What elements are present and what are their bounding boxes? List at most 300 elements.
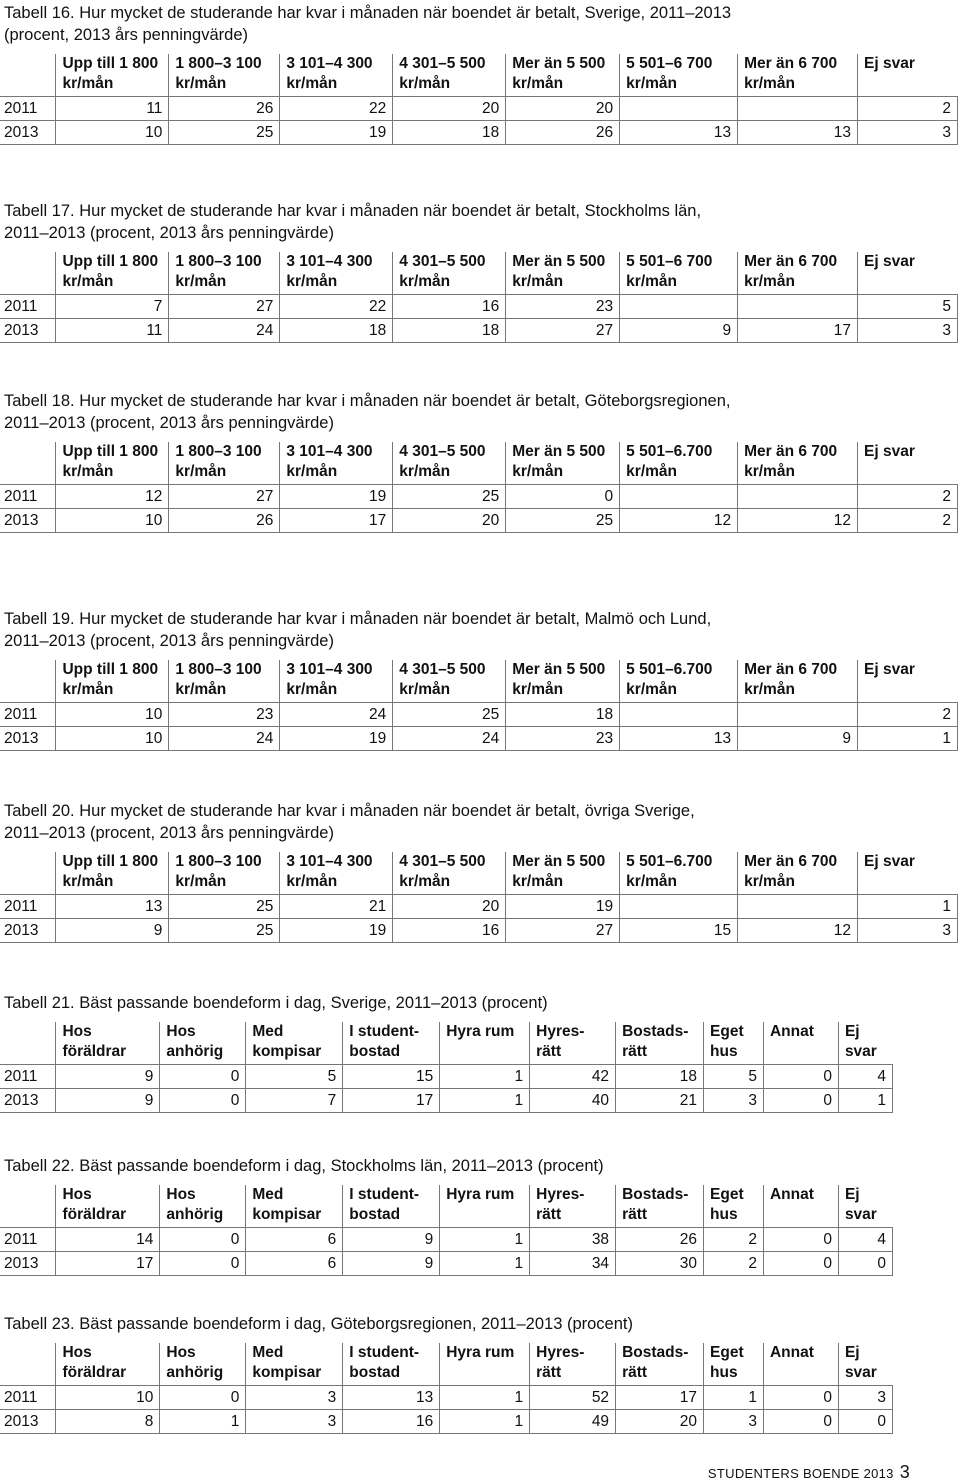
table-cell: [738, 895, 858, 919]
table-cell: 9: [620, 319, 738, 343]
table-title-continued: [0, 630, 958, 652]
table-title-text: Bäst passande boendeform i dag, Sverige, 2011–2013 (procent): [79, 994, 548, 1012]
column-header-line: hus: [710, 1043, 738, 1060]
table-cell: 40: [530, 1089, 616, 1113]
table-cell: 4: [838, 1228, 892, 1252]
table-block: [0, 200, 958, 343]
column-header-line: kr/mån: [512, 75, 564, 92]
table-cell: 7: [56, 295, 169, 319]
table-cell: 9: [343, 1252, 440, 1276]
column-header: [160, 1022, 246, 1065]
table-cell: 26: [169, 509, 280, 533]
table-cell: 0: [160, 1089, 246, 1113]
column-header: [620, 660, 738, 703]
table-cell: 1: [858, 727, 958, 751]
row-year: 2013: [0, 1089, 56, 1113]
column-header-line: kr/mån: [626, 873, 678, 890]
column-header: [393, 252, 506, 295]
column-header-line: Hyra rum: [446, 1023, 515, 1040]
column-header-line: kr/mån: [286, 273, 338, 290]
table-cell: 24: [169, 727, 280, 751]
column-header: [280, 54, 393, 97]
column-header-line: kr/mån: [175, 75, 227, 92]
column-header: [620, 54, 738, 97]
table-cell: 10: [56, 703, 169, 727]
table-cell: 19: [280, 727, 393, 751]
table-cell: 18: [393, 319, 506, 343]
column-header-line: Eget: [710, 1023, 744, 1040]
row-year: 2013: [0, 919, 56, 943]
column-header: [858, 54, 958, 97]
table-cell: 27: [506, 319, 620, 343]
table-cell: 1: [838, 1089, 892, 1113]
column-header: [280, 442, 393, 485]
column-header: [763, 1343, 838, 1386]
row-year: 2011: [0, 485, 56, 509]
column-header-line: anhörig: [166, 1364, 224, 1381]
header-blank: [0, 54, 56, 97]
table-cell: 0: [763, 1065, 838, 1089]
column-header: [56, 1022, 160, 1065]
table-row: [0, 1228, 893, 1252]
column-header-line: Upp till 1 800: [62, 253, 159, 270]
row-year: 2013: [0, 727, 56, 751]
column-header-line: 5 501–6 700: [626, 253, 713, 270]
column-header: [763, 1185, 838, 1228]
table-cell: 20: [616, 1410, 704, 1434]
table-cell: 0: [838, 1252, 892, 1276]
column-header-line: bostad: [349, 1043, 401, 1060]
column-header: [393, 852, 506, 895]
column-header-line: kr/mån: [286, 463, 338, 480]
table-cell: 0: [763, 1228, 838, 1252]
column-header-line: Ej: [844, 1344, 860, 1361]
header-blank: [0, 1022, 56, 1065]
column-header-line: 3 101–4 300: [286, 661, 373, 678]
column-header-line: Bostads-: [622, 1344, 689, 1361]
column-header-line: 5 501–6.700: [626, 661, 713, 678]
column-header: [393, 660, 506, 703]
table-cell: 25: [169, 121, 280, 145]
table-cell: 25: [169, 895, 280, 919]
column-header-line: 1 800–3 100: [175, 253, 262, 270]
column-header-line: Upp till 1 800: [62, 443, 159, 460]
column-header-line: kr/mån: [286, 75, 338, 92]
table-cell: 3: [704, 1089, 764, 1113]
table-cell: 16: [343, 1410, 440, 1434]
table-row: [0, 485, 958, 509]
column-header: [343, 1022, 440, 1065]
column-header-line: rätt: [536, 1206, 562, 1223]
table-cell: 12: [738, 509, 858, 533]
table-cell: 0: [160, 1252, 246, 1276]
table-cell: 10: [56, 509, 169, 533]
column-header-line: Hyra rum: [446, 1344, 515, 1361]
table-cell: 19: [506, 895, 620, 919]
page-footer: [708, 1462, 910, 1483]
column-header: [56, 1343, 160, 1386]
column-header-line: Mer än 6 700: [744, 443, 838, 460]
table-block: [0, 992, 893, 1113]
table-row: [0, 295, 958, 319]
table-cell: 8: [56, 1410, 160, 1434]
column-header-line: kompisar: [252, 1206, 322, 1223]
table-cell: 18: [506, 703, 620, 727]
header-row: [0, 1185, 893, 1228]
column-header: [616, 1022, 704, 1065]
column-header-line: rätt: [536, 1364, 562, 1381]
column-header-line: Hyres-: [536, 1186, 585, 1203]
column-header: [738, 252, 858, 295]
table-cell: [620, 97, 738, 121]
column-header: [838, 1185, 892, 1228]
column-header: [280, 252, 393, 295]
column-header: [858, 852, 958, 895]
column-header-line: kr/mån: [399, 681, 451, 698]
column-header-line: svar: [844, 1364, 877, 1381]
table-label: Tabell 23.: [4, 1315, 75, 1333]
column-header-line: kr/mån: [62, 463, 114, 480]
table-cell: 1: [440, 1065, 530, 1089]
column-header-line: 1 800–3 100: [175, 55, 262, 72]
table-cell: 14: [56, 1228, 160, 1252]
table-cell: 23: [169, 703, 280, 727]
column-header: [704, 1185, 764, 1228]
table-cell: 19: [280, 121, 393, 145]
table-cell: 13: [738, 121, 858, 145]
column-header: [160, 1343, 246, 1386]
header-blank: [0, 852, 56, 895]
column-header-line: Mer än 6 700: [744, 661, 838, 678]
column-header: [530, 1343, 616, 1386]
column-header-line: I student-: [349, 1344, 420, 1361]
header-blank: [0, 1185, 56, 1228]
table-cell: 2: [704, 1252, 764, 1276]
column-header-line: kr/mån: [399, 273, 451, 290]
table-row: [0, 97, 958, 121]
column-header-line: rätt: [622, 1364, 648, 1381]
table-cell: 18: [280, 319, 393, 343]
table-cell: 3: [246, 1410, 343, 1434]
table-row: [0, 1410, 893, 1434]
table-cell: 10: [56, 121, 169, 145]
table-cell: 3: [838, 1386, 892, 1410]
column-header-line: 1 800–3 100: [175, 853, 262, 870]
column-header: [704, 1022, 764, 1065]
table-row: [0, 121, 958, 145]
table-cell: 38: [530, 1228, 616, 1252]
table-cell: [738, 97, 858, 121]
column-header-line: Med: [252, 1186, 284, 1203]
header-row: [0, 252, 958, 295]
table-cell: 17: [738, 319, 858, 343]
column-header-line: Ej svar: [864, 253, 915, 270]
table-row: [0, 1386, 893, 1410]
column-header-line: 4 301–5 500: [399, 55, 486, 72]
table-cell: 0: [160, 1386, 246, 1410]
column-header: [280, 660, 393, 703]
column-header-line: kr/mån: [175, 681, 227, 698]
table-cell: 1: [440, 1386, 530, 1410]
table-cell: 23: [506, 295, 620, 319]
column-header-line: kr/mån: [399, 873, 451, 890]
column-header-line: Hos: [62, 1186, 92, 1203]
column-header-line: Upp till 1 800: [62, 55, 159, 72]
table-cell: 22: [280, 295, 393, 319]
table-cell: 27: [169, 485, 280, 509]
table-block: [0, 1313, 893, 1434]
column-header-line: Mer än 5 500: [512, 55, 606, 72]
column-header-line: Mer än 5 500: [512, 443, 606, 460]
column-header-line: Eget: [710, 1344, 744, 1361]
column-header: [280, 852, 393, 895]
header-blank: [0, 252, 56, 295]
column-header-line: 3 101–4 300: [286, 443, 373, 460]
column-header-line: kompisar: [252, 1364, 322, 1381]
table-cell: 11: [56, 97, 169, 121]
table-label: Tabell 16.: [4, 4, 75, 22]
column-header-line: kr/mån: [626, 75, 678, 92]
column-header: [530, 1185, 616, 1228]
table-cell: 12: [56, 485, 169, 509]
table-cell: 11: [56, 319, 169, 343]
table-block: [0, 800, 958, 943]
column-header: [616, 1343, 704, 1386]
table-cell: 21: [616, 1089, 704, 1113]
column-header-line: Upp till 1 800: [62, 853, 159, 870]
column-header-line: 4 301–5 500: [399, 661, 486, 678]
table-cell: 10: [56, 727, 169, 751]
column-header: [838, 1343, 892, 1386]
table-cell: 52: [530, 1386, 616, 1410]
table-cell: 3: [704, 1410, 764, 1434]
column-header: [440, 1022, 530, 1065]
table-cell: 2: [858, 485, 958, 509]
column-header: [56, 852, 169, 895]
column-header-line: kr/mån: [286, 681, 338, 698]
column-header-line: kr/mån: [626, 681, 678, 698]
column-header: [393, 54, 506, 97]
column-header: [56, 442, 169, 485]
table-block: [0, 608, 958, 751]
table-cell: 25: [506, 509, 620, 533]
table-title-continued: [0, 822, 958, 844]
table-title: [0, 608, 958, 630]
table-cell: 3: [858, 319, 958, 343]
column-header-line: Mer än 5 500: [512, 253, 606, 270]
column-header-line: kr/mån: [62, 273, 114, 290]
table-cell: [620, 295, 738, 319]
column-header-line: anhörig: [166, 1043, 224, 1060]
table-cell: 26: [506, 121, 620, 145]
header-row: [0, 852, 958, 895]
header-row: [0, 660, 958, 703]
table-title-text: 2011–2013 (procent, 2013 års penningvärde): [4, 632, 334, 650]
column-header-line: anhörig: [166, 1206, 224, 1223]
table-title: [0, 2, 958, 24]
column-header-line: Med: [252, 1023, 284, 1040]
row-year: 2011: [0, 895, 56, 919]
column-header-line: 5 501–6.700: [626, 443, 713, 460]
table-block: [0, 390, 958, 533]
table-title-text: Bäst passande boendeform i dag, Stockholms län, 2011–2013 (procent): [79, 1157, 604, 1175]
table-cell: 15: [620, 919, 738, 943]
table-title: [0, 200, 958, 222]
column-header-line: Ej svar: [864, 853, 915, 870]
row-year: 2011: [0, 1386, 56, 1410]
table-title: [0, 1155, 893, 1177]
table-cell: 21: [280, 895, 393, 919]
column-header-line: I student-: [349, 1186, 420, 1203]
column-header-line: kompisar: [252, 1043, 322, 1060]
table-cell: [738, 703, 858, 727]
table-cell: 18: [616, 1065, 704, 1089]
table-cell: 0: [506, 485, 620, 509]
column-header: [738, 852, 858, 895]
table-cell: 17: [343, 1089, 440, 1113]
column-header: [56, 252, 169, 295]
column-header-line: Eget: [710, 1186, 744, 1203]
column-header-line: kr/mån: [744, 463, 795, 480]
column-header-line: Hyres-: [536, 1023, 585, 1040]
column-header-line: svar: [844, 1043, 877, 1060]
column-header-line: kr/mån: [175, 873, 227, 890]
column-header: [246, 1185, 343, 1228]
column-header: [506, 442, 620, 485]
column-header-line: Annat: [769, 1344, 814, 1361]
table-cell: 13: [56, 895, 169, 919]
column-header-line: hus: [710, 1206, 738, 1223]
table-cell: 13: [343, 1386, 440, 1410]
column-header-line: Hos: [166, 1023, 196, 1040]
column-header-line: Mer än 5 500: [512, 661, 606, 678]
table-cell: 1: [160, 1410, 246, 1434]
footer-text: STUDENTERS BOENDE 2013: [707, 1466, 894, 1481]
table-cell: 3: [858, 121, 958, 145]
table-cell: 30: [616, 1252, 704, 1276]
column-header: [343, 1185, 440, 1228]
column-header-line: 3 101–4 300: [286, 55, 373, 72]
table-cell: [738, 295, 858, 319]
table-cell: [738, 485, 858, 509]
column-header-line: 1 800–3 100: [175, 443, 262, 460]
column-header-line: 4 301–5 500: [399, 253, 486, 270]
data-table: [0, 852, 958, 943]
column-header: [169, 252, 280, 295]
table-title-continued: [0, 412, 958, 434]
table-cell: 20: [393, 97, 506, 121]
column-header-line: Ej: [844, 1186, 860, 1203]
column-header: [393, 442, 506, 485]
table-cell: 9: [56, 919, 169, 943]
column-header-line: Hos: [62, 1344, 92, 1361]
column-header-line: 1 800–3 100: [175, 661, 262, 678]
table-cell: 26: [169, 97, 280, 121]
table-cell: 24: [393, 727, 506, 751]
column-header-line: Hos: [166, 1186, 196, 1203]
column-header-line: Hos: [62, 1023, 92, 1040]
row-year: 2013: [0, 509, 56, 533]
table-cell: 20: [393, 895, 506, 919]
table-cell: 27: [169, 295, 280, 319]
table-cell: 26: [616, 1228, 704, 1252]
column-header-line: kr/mån: [399, 463, 451, 480]
column-header-line: kr/mån: [286, 873, 338, 890]
table-cell: [620, 485, 738, 509]
column-header-line: 5 501–6 700: [626, 55, 713, 72]
table-cell: 34: [530, 1252, 616, 1276]
column-header: [56, 660, 169, 703]
column-header: [506, 54, 620, 97]
page-number: 3: [899, 1462, 910, 1482]
table-cell: 16: [393, 295, 506, 319]
table-label: Tabell 20.: [4, 802, 75, 820]
data-table: [0, 660, 958, 751]
column-header-line: Mer än 5 500: [512, 853, 606, 870]
table-cell: 0: [763, 1410, 838, 1434]
table-cell: 17: [56, 1252, 160, 1276]
table-cell: 25: [393, 703, 506, 727]
column-header-line: Annat: [769, 1186, 814, 1203]
table-title-text: 2011–2013 (procent, 2013 års penningvärde): [4, 414, 334, 432]
table-row: [0, 1252, 893, 1276]
table-title: [0, 800, 958, 822]
data-table: [0, 442, 958, 533]
table-cell: 22: [280, 97, 393, 121]
column-header-line: kr/mån: [744, 681, 795, 698]
header-blank: [0, 1343, 56, 1386]
table-cell: 16: [393, 919, 506, 943]
column-header-line: kr/mån: [626, 273, 678, 290]
table-cell: 3: [246, 1386, 343, 1410]
table-row: [0, 727, 958, 751]
table-cell: 9: [56, 1065, 160, 1089]
column-header-line: hus: [710, 1364, 738, 1381]
column-header-line: kr/mån: [175, 463, 227, 480]
column-header-line: 3 101–4 300: [286, 853, 373, 870]
data-table: [0, 1343, 893, 1434]
table-title-text: Hur mycket de studerande har kvar i månaden när boendet är betalt, Sverige, 2011–2013: [79, 4, 732, 22]
column-header: [738, 660, 858, 703]
column-header-line: föräldrar: [62, 1364, 127, 1381]
table-cell: 20: [506, 97, 620, 121]
table-title-text: Hur mycket de studerande har kvar i månaden när boendet är betalt, övriga Sverige,: [79, 802, 695, 820]
column-header: [858, 442, 958, 485]
table-cell: 25: [393, 485, 506, 509]
table-cell: 6: [246, 1252, 343, 1276]
table-title: [0, 992, 893, 1014]
table-cell: 12: [620, 509, 738, 533]
table-title-text: Hur mycket de studerande har kvar i månaden när boendet är betalt, Göteborgsregionen,: [79, 392, 731, 410]
table-title-text: (procent, 2013 års penningvärde): [4, 26, 248, 44]
column-header-line: svar: [844, 1206, 877, 1223]
table-cell: 17: [616, 1386, 704, 1410]
column-header: [169, 54, 280, 97]
data-table: [0, 1185, 893, 1276]
column-header: [440, 1343, 530, 1386]
table-title-text: Bäst passande boendeform i dag, Göteborgsregionen, 2011–2013 (procent): [79, 1315, 633, 1333]
table-cell: 2: [858, 703, 958, 727]
table-title-text: Hur mycket de studerande har kvar i månaden när boendet är betalt, Malmö och Lund,: [79, 610, 712, 628]
table-cell: 13: [620, 121, 738, 145]
column-header: [440, 1185, 530, 1228]
data-table: [0, 1022, 893, 1113]
table-cell: 27: [506, 919, 620, 943]
table-cell: 2: [858, 97, 958, 121]
table-label: Tabell 19.: [4, 610, 75, 628]
table-row: [0, 509, 958, 533]
column-header-line: kr/mån: [399, 75, 451, 92]
